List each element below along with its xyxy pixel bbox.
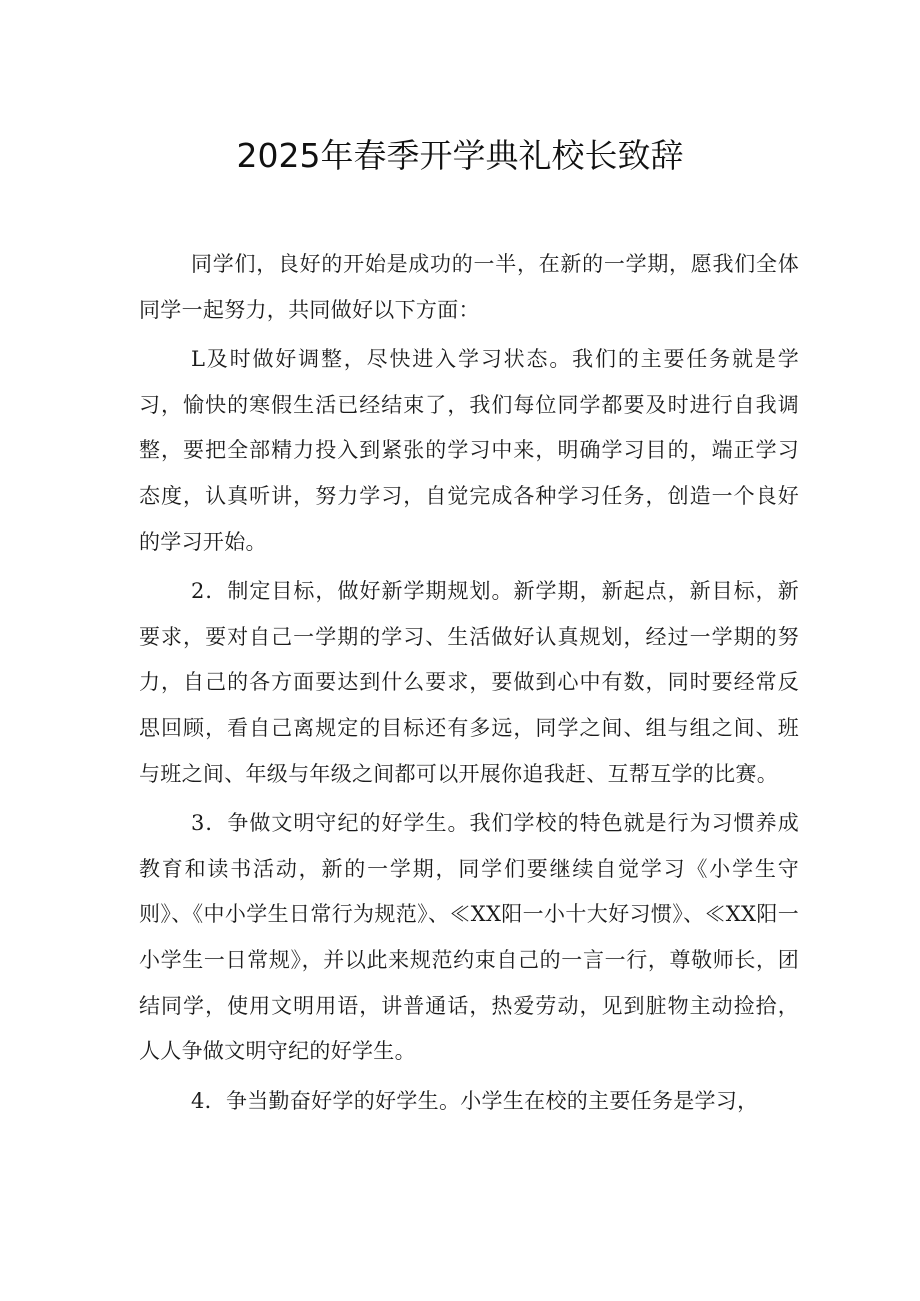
paragraph-item-1: L及时做好调整，尽快进入学习状态。我们的主要任务就是学习，愉快的寒假生活已经结束了，我们每位同学都要及时进行自我调整，要把全部精力投入到紧张的学习中来，明确学习目的，端正学习态度，认真听讲，努力学习，自觉完成各种学习任务，创造一个良好的学习开始。 — [139, 347, 799, 554]
document-title: 2025年春季开学典礼校长致辞 — [236, 136, 684, 175]
paragraph-intro: 同学们，良好的开始是成功的一半，在新的一学期，愿我们全体同学一起努力，共同做好以下方面： — [139, 252, 799, 322]
document-body — [139, 242, 799, 1124]
paragraph-item-4: 4．争当勤奋好学的好学生。小学生在校的主要任务是学习， — [191, 1088, 759, 1113]
paragraph-item-2: 2．制定目标，做好新学期规划。新学期，新起点，新目标，新要求，要对自己一学期的学习、生活做好认真规划，经过一学期的努力，自己的各方面要达到什么要求，要做到心中有数，同时要经常反思回顾，看自己离规定的目标还有多远，同学之间、组与组之间、班与班之间、年级与年级之间都可以开展你追我赶、互帮互学的比赛。 — [139, 579, 799, 786]
paragraph-item-3: 3．争做文明守纪的好学生。我们学校的特色就是行为习惯养成教育和读书活动，新的一学期，同学们要继续自觉学习《小学生守则》、《中小学生日常行为规范》、≪XX阳一小十大好习惯》、≪XX阳一小学生一日常规》，并以此来规范约束自己的一言一行，尊敬师长，团结同学，使用文明用语，讲普通话，热爱劳动，见到脏物主动捡拾，人人争做文明守纪的好学生。 — [139, 811, 799, 1064]
